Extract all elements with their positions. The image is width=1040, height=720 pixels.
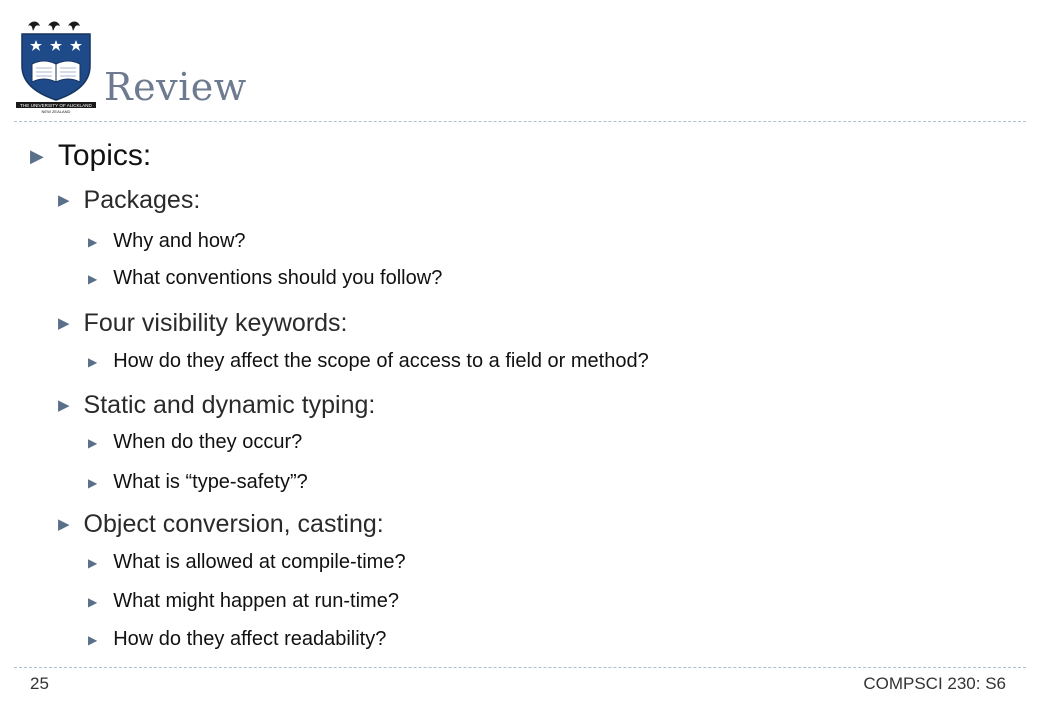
outline-item-packages	[58, 185, 200, 215]
page-number: 25	[30, 674, 49, 693]
outline-text: Object conversion, casting:	[83, 509, 384, 538]
triangle-bullet-icon: ▶	[30, 145, 44, 166]
outline-text: How do they affect readability?	[113, 628, 387, 651]
outline-text: What might happen at run-time?	[113, 590, 399, 613]
outline-item-casting	[58, 509, 384, 539]
triangle-bullet-icon: ▶	[88, 555, 98, 570]
triangle-bullet-icon: ▶	[58, 397, 70, 415]
slide-title: Review	[104, 65, 247, 109]
outline-item-conventions	[88, 267, 442, 290]
outline-item-run-time	[88, 590, 399, 613]
footer-divider	[14, 667, 1026, 668]
logo-sublabel: NEW ZEALAND	[41, 109, 71, 114]
outline-item-scope	[88, 350, 649, 373]
title-divider	[14, 121, 1026, 122]
triangle-bullet-icon: ▶	[88, 271, 98, 286]
crest-icon	[14, 18, 98, 114]
triangle-bullet-icon: ▶	[58, 315, 70, 333]
triangle-bullet-icon: ▶	[88, 234, 98, 249]
outline-item-topics	[30, 138, 151, 173]
outline-text: Topics:	[57, 139, 152, 173]
triangle-bullet-icon: ▶	[88, 435, 98, 450]
outline-item-why-how	[88, 230, 246, 253]
outline-item-type-safety	[88, 471, 308, 494]
outline-text: Why and how?	[113, 230, 246, 253]
triangle-bullet-icon: ▶	[58, 516, 70, 534]
outline-item-when	[88, 431, 302, 454]
university-logo	[14, 18, 98, 114]
outline-text: How do they affect the scope of access to a field or method?	[113, 350, 649, 373]
outline-item-compile-time	[88, 551, 406, 574]
outline-item-typing	[58, 390, 375, 420]
triangle-bullet-icon: ▶	[88, 594, 98, 609]
outline-text: Static and dynamic typing:	[83, 390, 376, 419]
outline-text: Packages:	[83, 185, 201, 214]
outline-item-visibility	[58, 308, 348, 338]
outline-text: What conventions should you follow?	[113, 267, 443, 290]
outline-text: What is “type-safety”?	[113, 471, 308, 494]
outline-text: What is allowed at compile-time?	[113, 551, 406, 574]
outline-text: When do they occur?	[113, 431, 303, 454]
outline-item-readability	[88, 628, 386, 651]
outline-text: Four visibility keywords:	[83, 308, 348, 337]
triangle-bullet-icon: ▶	[88, 475, 98, 490]
triangle-bullet-icon: ▶	[58, 192, 70, 210]
triangle-bullet-icon: ▶	[88, 354, 98, 369]
triangle-bullet-icon: ▶	[88, 632, 98, 647]
course-label: COMPSCI 230: S6	[863, 674, 1006, 693]
logo-label: THE UNIVERSITY OF AUCKLAND	[20, 102, 92, 108]
